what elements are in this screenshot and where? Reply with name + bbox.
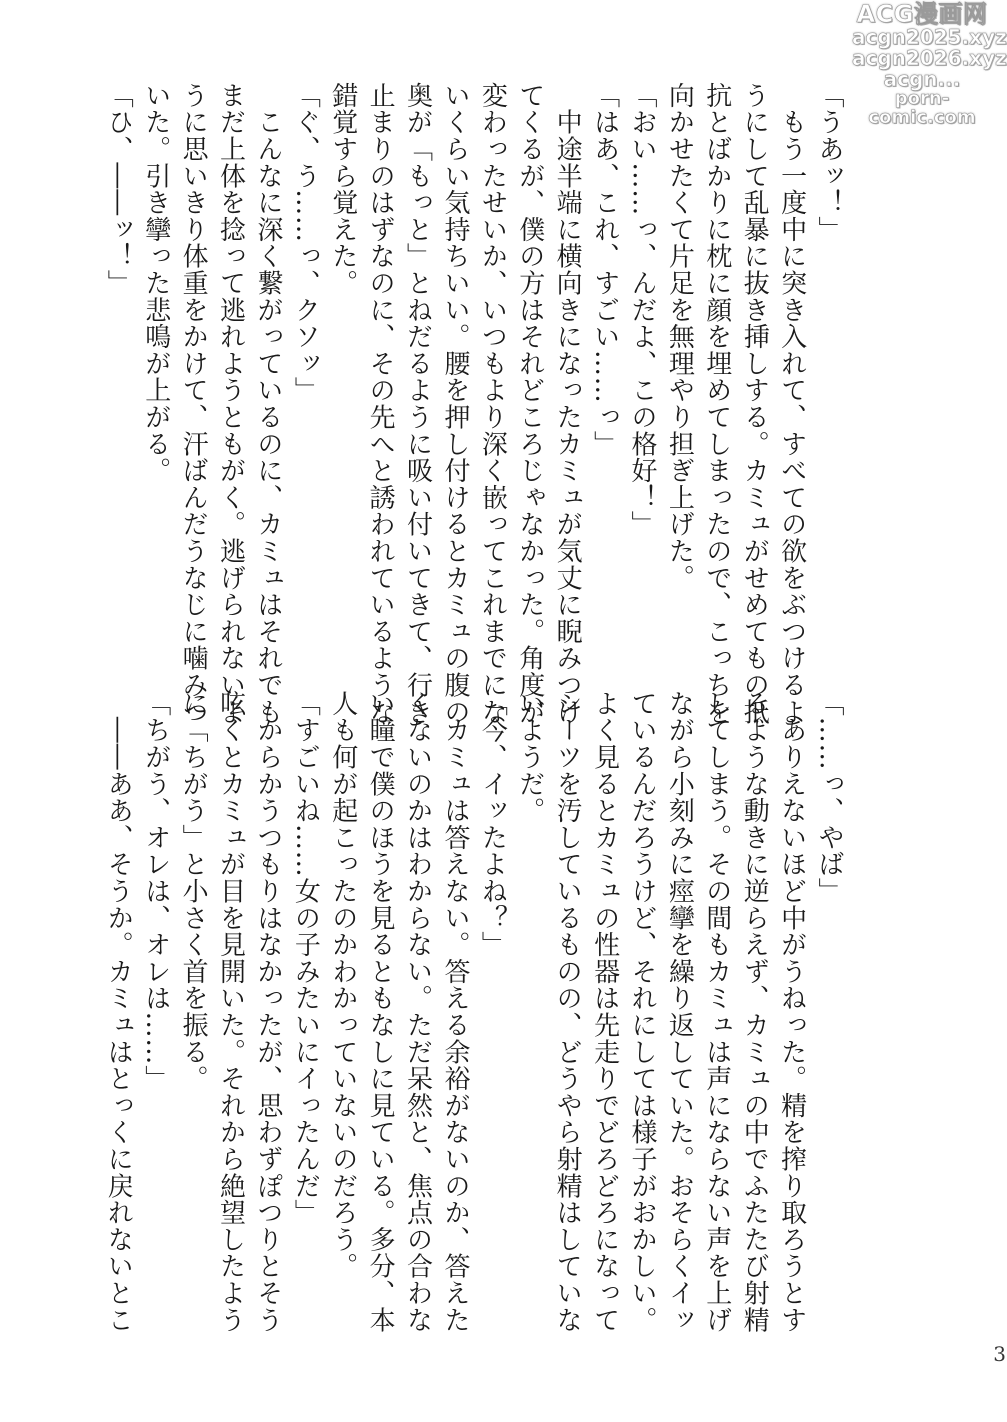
text-line: ながら小刻みに痙攣を繰り返していた。おそらくイッ (664, 690, 695, 1334)
text-line: 向かせたくて片足を無理やり担ぎ上げた。 (664, 82, 695, 592)
watermark-url: acgn... (883, 67, 961, 92)
text-line: いようだ。 (514, 690, 545, 824)
text-line: ありえないほど中がうねった。精を搾り取ろうとす (776, 690, 807, 1334)
bottom-text-block (103, 690, 847, 1334)
text-line: よく見るとカミュの性器は先走りでどろどろになって (589, 690, 620, 1334)
text-line: いた。引き攣った悲鳴が上がる。 (140, 82, 171, 484)
text-line: い瞳で僕のほうを見るともなしに見ている。多分、本 (365, 690, 396, 1334)
text-line: 変わったせいか、いつもより深く嵌ってこれまでにな (477, 82, 508, 726)
text-line: 「はあ、これ、すごい……っ」 (589, 82, 620, 458)
watermark-url: porn-comic.com (868, 88, 976, 129)
text-line: うに思いきり体重をかけて、汗ばんだうなじに噛みつ (178, 82, 209, 726)
text-line: 抗とばかりに枕に顔を埋めてしまったので、こっちを (701, 82, 732, 726)
text-line: 呟くとカミュが目を見開いた。それから絶望したよう (215, 690, 246, 1334)
text-line: 「ちがう、オレは、オレは……」 (140, 690, 171, 1092)
text-line: ――ああ、そうか。カミュはとっくに戻れないとこ (103, 690, 134, 1334)
text-line: 止まりのはずなのに、その先へと誘われているような (365, 82, 396, 726)
site-watermark (852, 0, 1007, 129)
text-line: 錯覚すら覚えた。 (327, 82, 358, 297)
text-line: 「ぐ、う……っ、クソッ」 (290, 82, 321, 404)
text-line: まだ上体を捻って逃れようともがく。逃げられないよ (215, 82, 246, 726)
text-line: 奥が「もっと」とねだるように吸い付いてきて、行き (402, 82, 433, 726)
text-line: 「うあッ！」 (814, 82, 844, 243)
text-line: うにして乱暴に抜き挿しする。カミュがせめてもの抵 (739, 82, 770, 726)
text-line: 「すごいね……女の子みたいにイったんだ」 (290, 690, 321, 1226)
text-line: からかうつもりはなかったが、思わずぽつりとそう (252, 690, 283, 1334)
text-line: に「ちがう」と小さく首を振る。 (178, 690, 209, 1092)
watermark-url: acgn2025.xyz (852, 25, 1007, 50)
text-line: カミュは答えない。答える余裕がないのか、答えた (439, 690, 470, 1334)
text-line: シーツを汚しているものの、どうやら射精はしていな (552, 690, 583, 1334)
text-line: 「……っ、やば」 (814, 690, 844, 905)
text-line: 「ひ、――ッ！」 (103, 82, 134, 297)
text-line: 中途半端に横向きになったカミュが気丈に睨みつけ (552, 82, 583, 726)
text-line: 「今、イッたよね？」 (477, 690, 508, 958)
text-line: てくるが、僕の方はそれどころじゃなかった。角度が (514, 82, 545, 726)
text-line: るような動きに逆らえず、カミュの中でふたたび射精 (739, 690, 770, 1334)
watermark-site-name: ACG漫画网 (856, 0, 988, 28)
text-line: 人も何が起こったのかわかっていないのだろう。 (327, 690, 358, 1280)
text-line: もう一度中に突き入れて、すべての欲をぶつけるよ (776, 82, 807, 726)
top-text-block (103, 82, 847, 726)
text-line: くないのかはわからない。ただ呆然と、焦点の合わな (402, 690, 433, 1334)
text-line: してしまう。その間もカミュは声にならない声を上げ (701, 690, 732, 1334)
watermark-url: acgn2026.xyz (852, 46, 1007, 71)
text-line: 「おい……っ、んだよ、この格好！」 (626, 82, 657, 538)
page-number: 3 (993, 1342, 1006, 1366)
text-line: こんなに深く繋がっているのに、カミュはそれでも (252, 82, 283, 726)
text-line: いくらい気持ちいい。腰を押し付けるとカミュの腹の (439, 82, 470, 726)
text-line: ているんだろうけど、それにしては様子がおかしい。 (626, 690, 657, 1334)
